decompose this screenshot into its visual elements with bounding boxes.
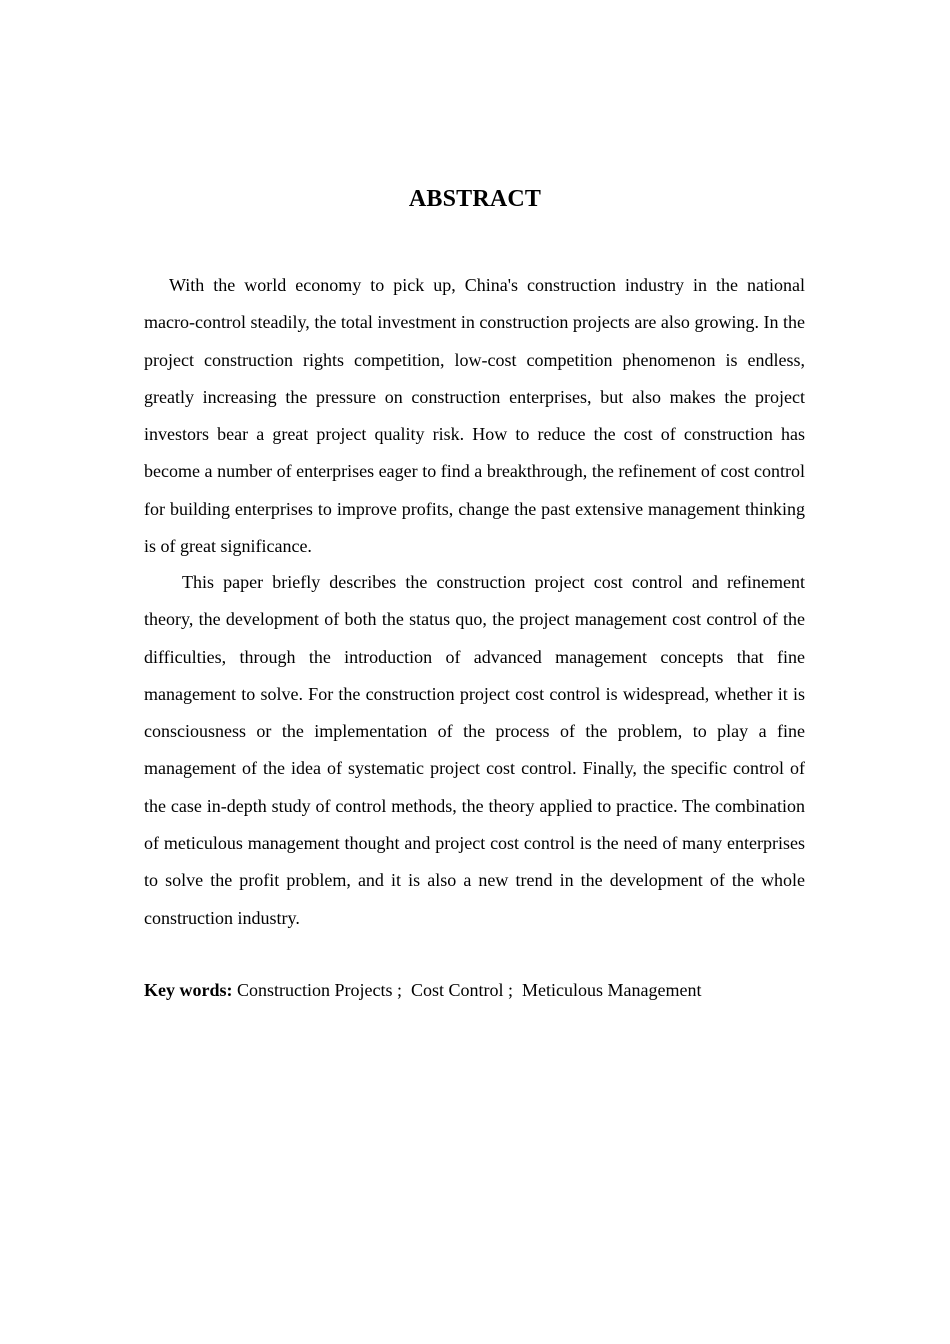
abstract-title: ABSTRACT bbox=[408, 186, 542, 212]
abstract-paragraph-1: With the world economy to pick up, China's construction industry in the national macro-control steadily, the total investment in construction projects are also growing. In the project construction rights competition, low-cost competition phenomenon is endless, greatly increasing the pressure on construction enterprises, but also makes the project investors bear a great project quality risk. How to reduce the cost of construction has become a number of enterprises eager to find a breakthrough, the refinement of cost control for building enterprises to improve profits, change the past extensive management thinking is of great significance. bbox=[144, 275, 805, 557]
keywords-line bbox=[144, 972, 805, 1009]
keywords-list: Construction Projects ; Cost Control ; Meticulous Management bbox=[232, 980, 702, 1000]
keywords-label: Key words: bbox=[144, 980, 233, 1000]
abstract-paragraph-2: This paper briefly describes the construction project cost control and refinement theory, the development of both the status quo, the project management cost control of the difficulties, through the introduction of advanced management concepts that fine management to solve. For the construction project cost control is widespread, whether it is consciousness or the implementation of the process of the problem, to play a fine management of the idea of systematic project cost control. Finally, the specific control of the case in-depth study of control methods, the theory applied to practice. The combination of meticulous management thought and project cost control is the need of many enterprises to solve the profit problem, and it is also a new trend in the development of the whole construction industry. bbox=[144, 572, 805, 928]
